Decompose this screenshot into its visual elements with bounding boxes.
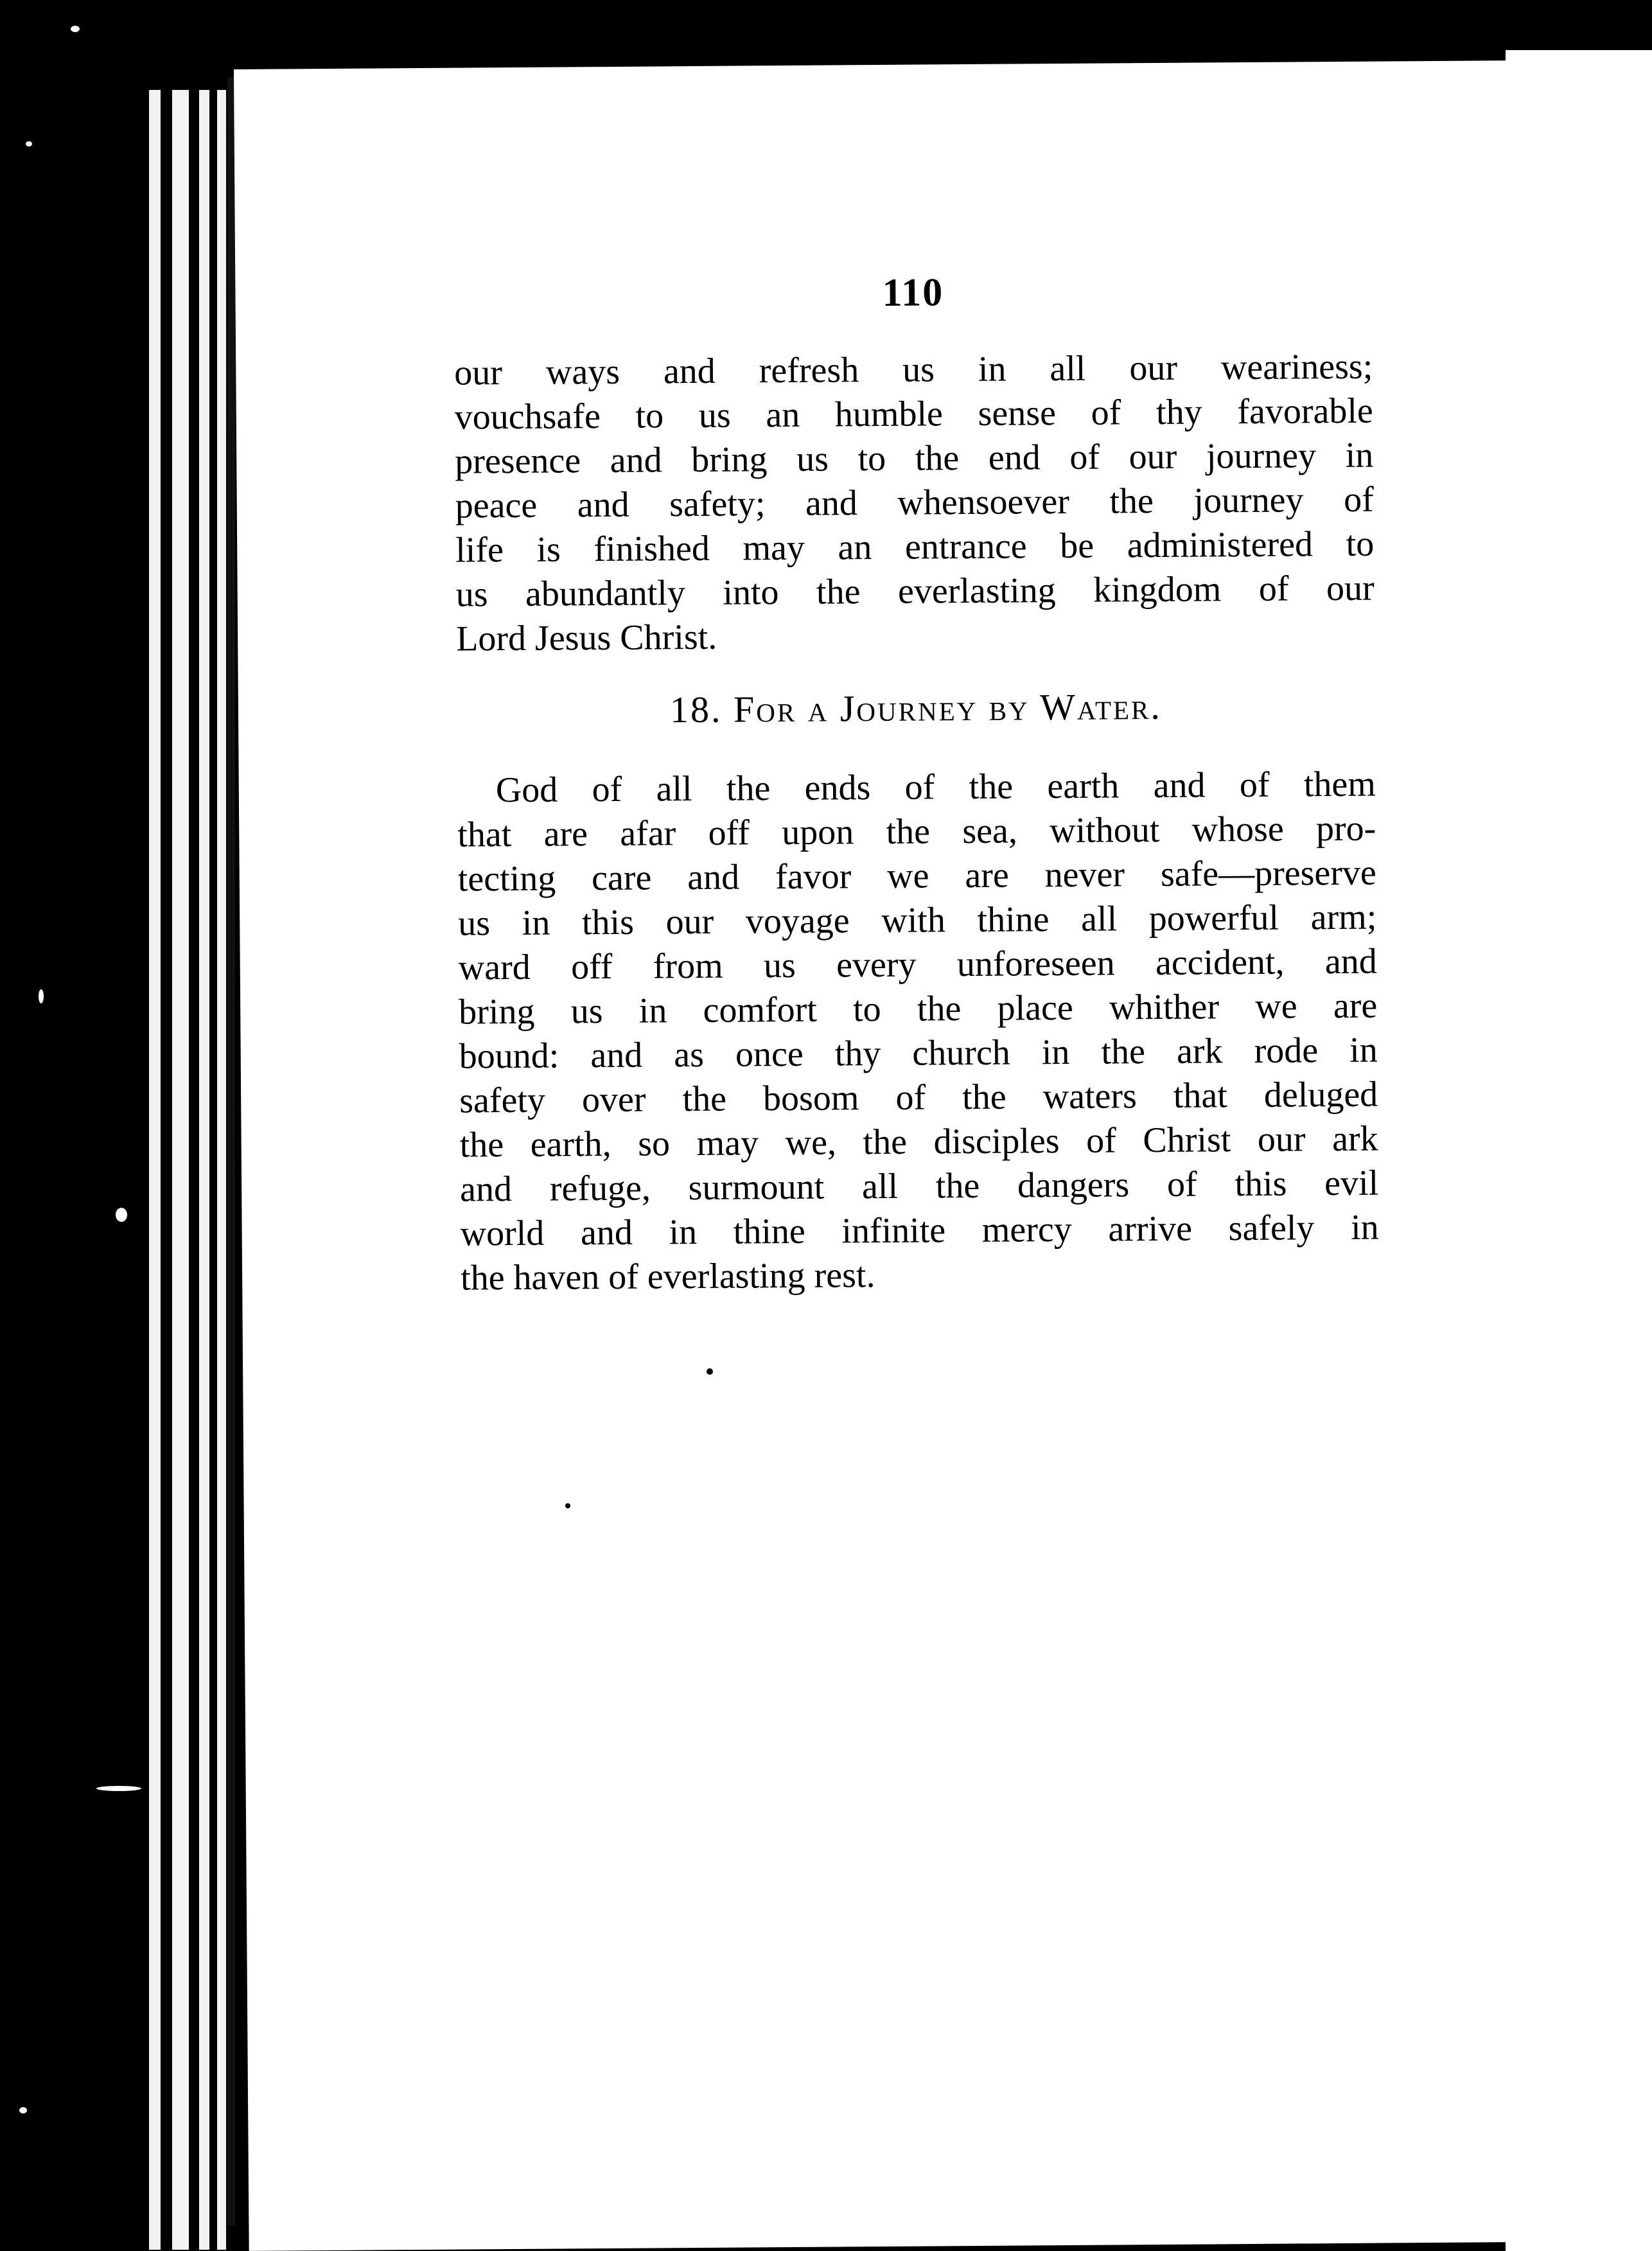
text-line: ward off from us every unforeseen accident, and [458, 941, 1377, 988]
text-line: presence and bring us to the end of our journey in [455, 435, 1374, 482]
text-line: God of all the ends of the earth and of them [495, 764, 1376, 811]
paragraph-2 [457, 763, 1380, 1301]
scan-speck [19, 2107, 27, 2114]
scan-speck [71, 26, 80, 32]
text-line: our ways and refresh us in all our weariness; [454, 346, 1373, 393]
page-text [453, 267, 1379, 1301]
page-edge [172, 90, 189, 2250]
scan-speck [565, 1503, 570, 1508]
scan-speck [39, 989, 44, 1003]
section-heading: 18. For a Journey by Water. [669, 685, 1163, 731]
text-line: the haven of everlasting rest. [460, 1255, 875, 1298]
text-line: Lord Jesus Christ. [455, 617, 717, 659]
text-line: bound: and as once thy church in the ark rode in [459, 1030, 1378, 1077]
text-line: vouchsafe to us an humble sense of thy favorable [454, 391, 1373, 437]
text-line: world and in thine infinite mercy arrive safely in [460, 1207, 1379, 1254]
scan-speck [96, 1786, 141, 1791]
text-line: tecting care and favor we are never safe—preserve [457, 852, 1376, 899]
text-line: and refuge, surmount all the dangers of this evil [459, 1163, 1379, 1210]
text-line: that are afar off upon the sea, without whose pro- [457, 808, 1376, 855]
page-edge [217, 90, 226, 2250]
scan-speck [26, 141, 32, 146]
page-number: 110 [882, 270, 944, 315]
text-line: bring us in comfort to the place whither we are [459, 985, 1378, 1032]
text-line: us abundantly into the everlasting kingdom of our [455, 568, 1375, 615]
paragraph-1 [454, 345, 1375, 662]
text-line: peace and safety; and whensoever the journey of [455, 479, 1374, 526]
scan-speck [707, 1368, 713, 1375]
spine-shadow [227, 77, 235, 2225]
text-line: life is finished may an entrance be administered to [455, 524, 1375, 570]
page-edge [199, 90, 209, 2250]
scan-speck [116, 1208, 127, 1222]
text-line: safety over the bosom of the waters that deluged [459, 1074, 1378, 1121]
text-line: the earth, so may we, the disciples of Christ our ark [459, 1118, 1378, 1165]
text-line: us in this our voyage with thine all powerful arm; [458, 897, 1377, 944]
page-edge [149, 90, 161, 2250]
book-page [234, 60, 1601, 2251]
